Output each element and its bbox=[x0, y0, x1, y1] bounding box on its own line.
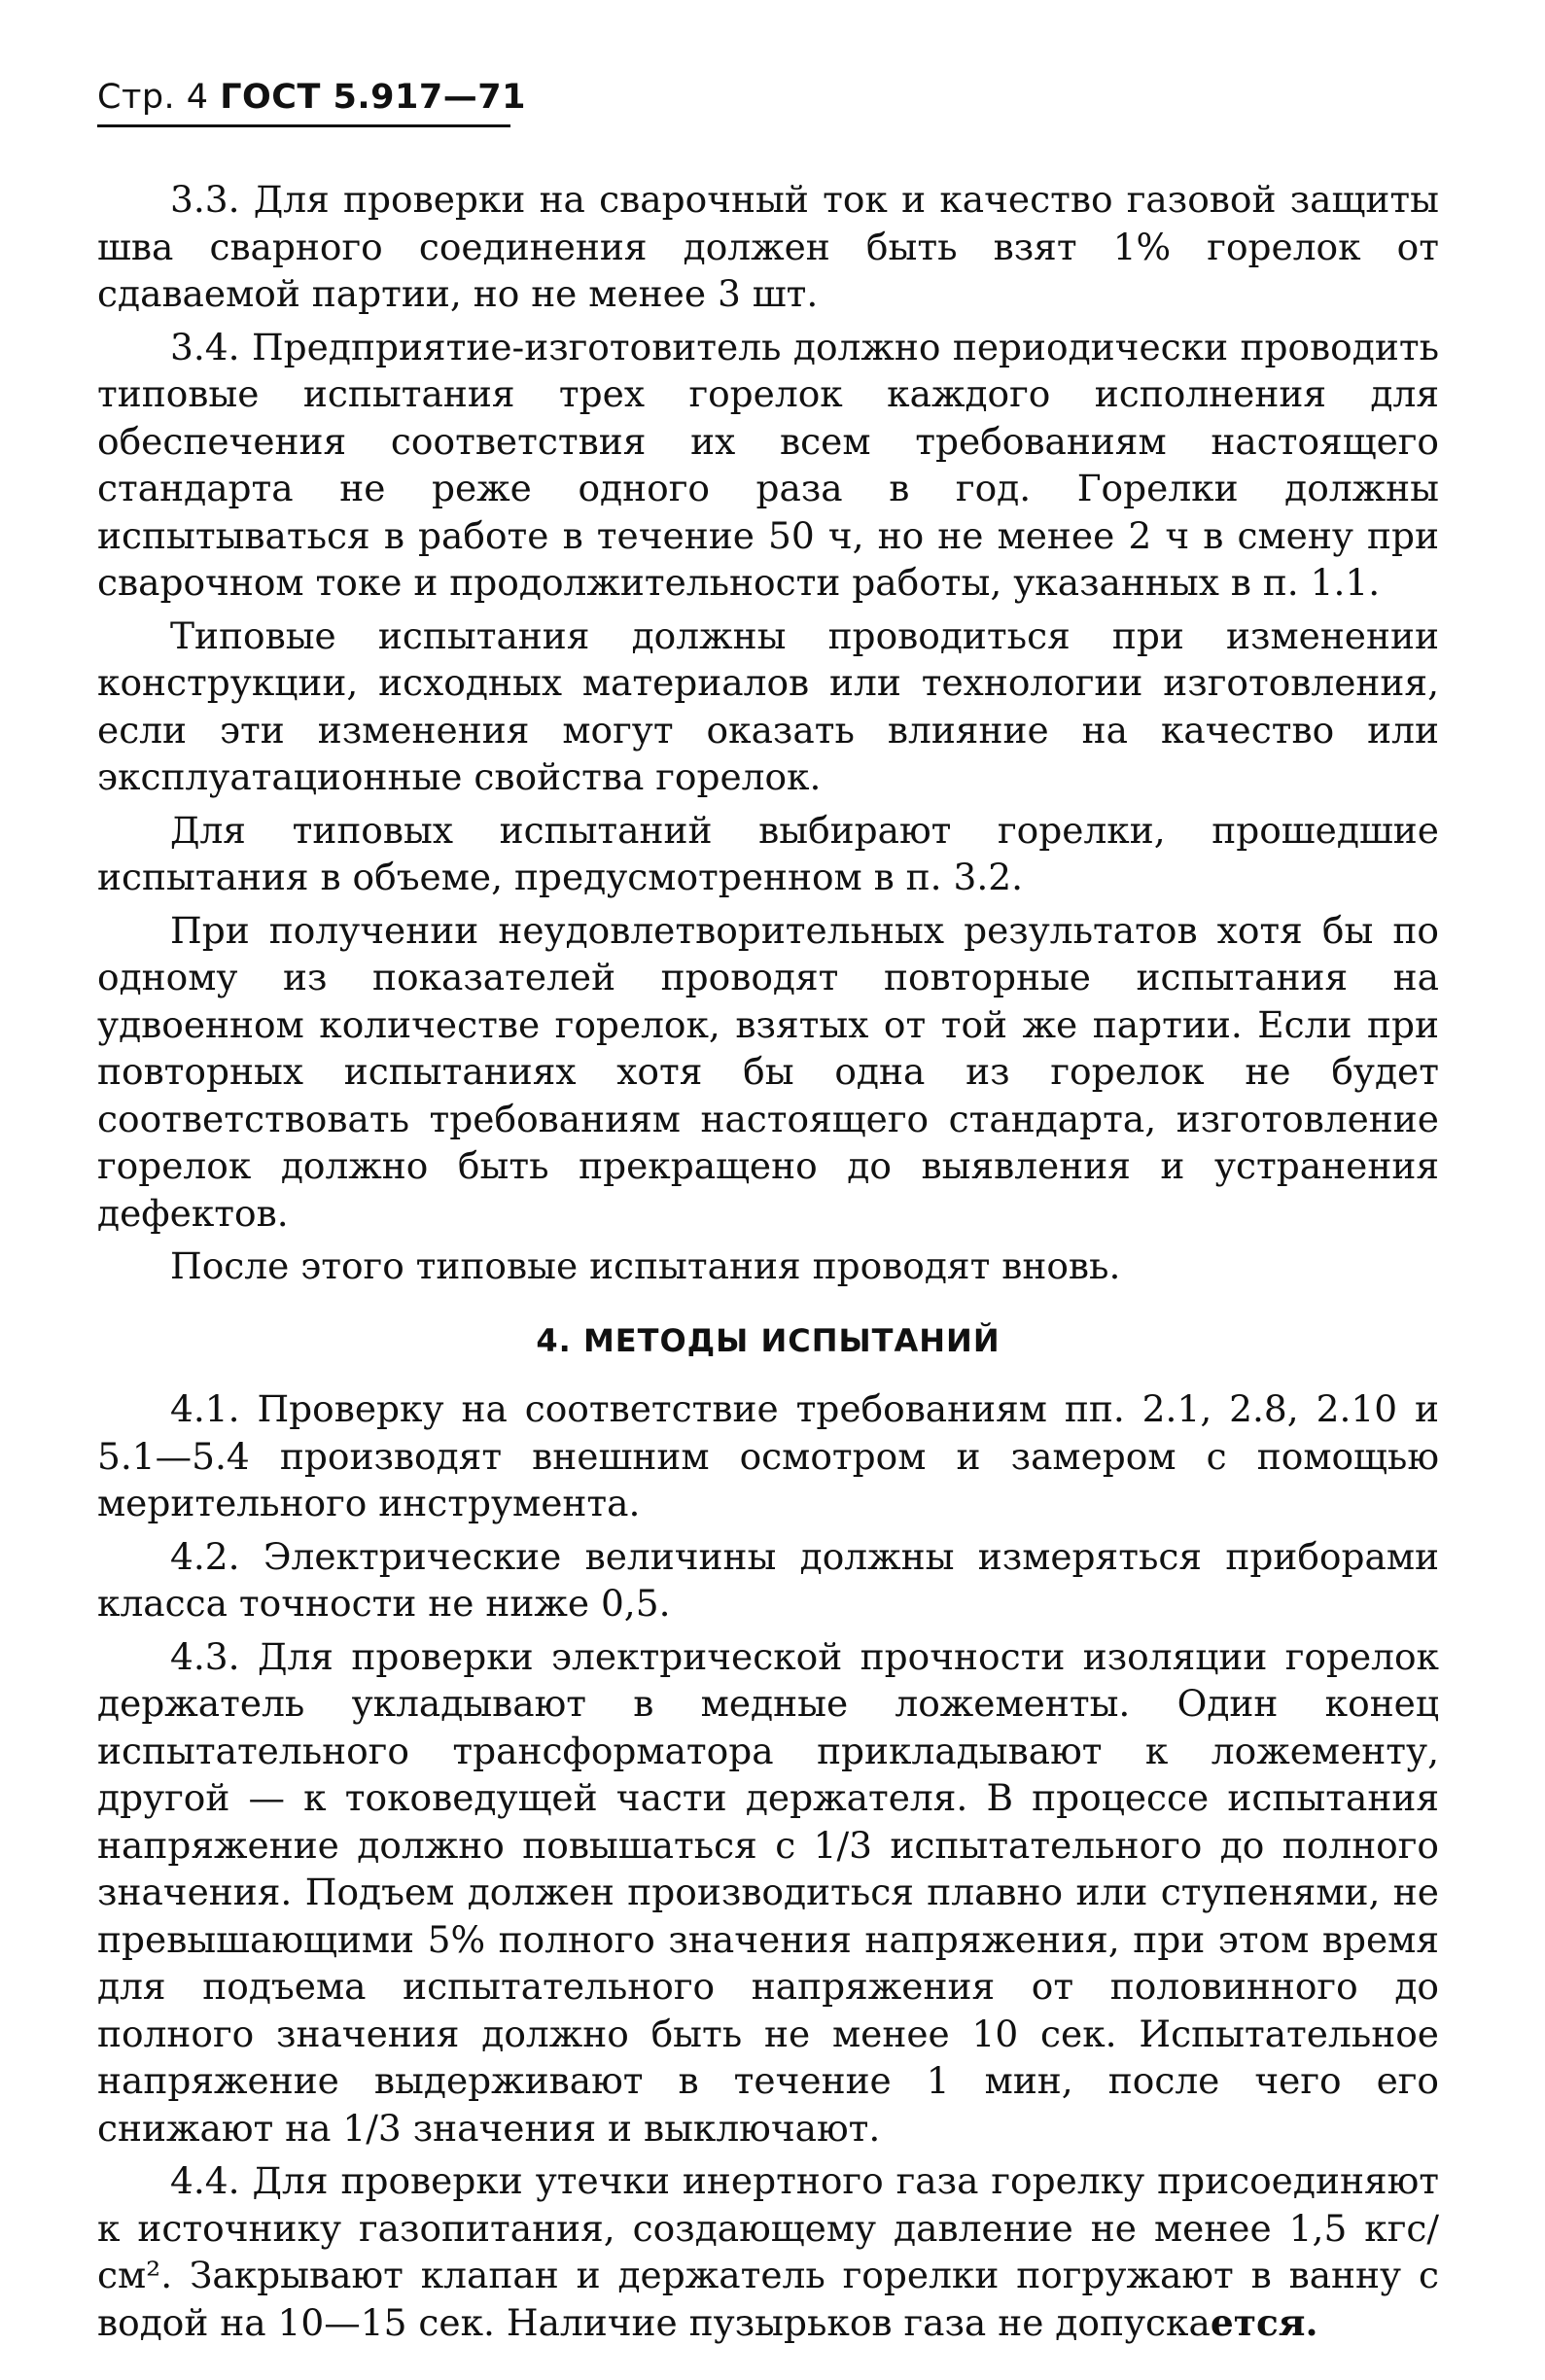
paragraph-4-1: 4.1. Проверку на соответствие требованиям пп. 2.1, 2.8, 2.10 и 5.1—5.4 производят внешним осмотром и замером с помощью мерительного инструмента. bbox=[97, 1387, 1439, 1524]
paragraph-4-4-ending: ется. bbox=[1210, 2300, 1318, 2344]
paragraph-typical-tests-selection: Для типовых испытаний выбирают горелки, прошедшие испытания в объеме, предусмотренном в п. 3.2. bbox=[97, 808, 1439, 898]
paragraph-4-2: 4.2. Электрические величины должны измеряться приборами класса точности не ниже 0,5. bbox=[97, 1534, 1439, 1625]
paragraph-repeat-tests: При получении неудовлетворительных результатов хотя бы по одному из показателей проводят повторные испытания на удвоенном количестве горелок, взятых от той же партии. Если при повторных испытаниях хотя бы одна из горелок не будет соответствовать требованиям настоящего стандарта, изготовление горелок должно быть прекращено до выявления и устранения дефектов. bbox=[97, 908, 1439, 1235]
page-header bbox=[97, 78, 526, 127]
standard-number: ГОСТ 5.917—71 bbox=[220, 78, 526, 117]
section-title: 4. МЕТОДЫ ИСПЫТАНИЙ bbox=[536, 1321, 1001, 1359]
page-number: Стр. 4 bbox=[97, 78, 209, 117]
paragraph-3-3: 3.3. Для проверки на сварочный ток и качество газовой защиты шва сварного соединения должен быть взят 1% горелок от сдаваемой партии, но не менее 3 шт. bbox=[97, 178, 1439, 315]
document-page bbox=[97, 78, 1439, 2346]
paragraph-tests-again: После этого типовые испытания проводят вновь. bbox=[170, 1244, 1121, 1287]
paragraph-4-4 bbox=[97, 2157, 1439, 2346]
paragraph-4-3: 4.3. Для проверки электрической прочности изоляции горелок держатель укладывают в медные ложементы. Один конец испытательного трансформатора прикладывают к ложементу, другой — к токоведущей части держателя. В процессе испытания напряжение должно повышаться с 1/3 испытательного до полного значения. Подъем должен производиться плавно или ступенями, не превышающими 5% полного значения напряжения, при этом время для подъема испытательного напряжения от половинного до полного значения должно быть не менее 10 сек. Испытательное напряжение выдерживают в течение 1 мин, после чего его снижают на 1/3 значения и выключают. bbox=[97, 1634, 1439, 2150]
paragraph-typical-tests-conditions: Типовые испытания должны проводиться при изменении конструкции, исходных материалов или технологии изготовления, если эти изменения могут оказать влияние на качество или эксплуатационные свойства горелок. bbox=[97, 613, 1439, 798]
paragraph-4-4-text: 4.4. Для проверки утечки инертного газа горелку присоединяют к источнику газопитания, создающему давление не менее 1,5 кгс/см². Закрывают клапан и держатель горелки погружают в ванну с водой на 10—15 сек. Наличие пузырьков газа не допуска bbox=[97, 2159, 1439, 2344]
document-body bbox=[97, 176, 1439, 2346]
paragraph-3-4: 3.4. Предприятие-изготовитель должно периодически проводить типовые испытания трех горелок каждого исполнения для обеспечения соответствия их всем требованиям настоящего стандарта не реже одного раза в год. Горелки должны испытываться в работе в течение 50 ч, но не менее 2 ч в смену при сварочном токе и продолжительности работы, указанных в п. 1.1. bbox=[97, 325, 1439, 604]
